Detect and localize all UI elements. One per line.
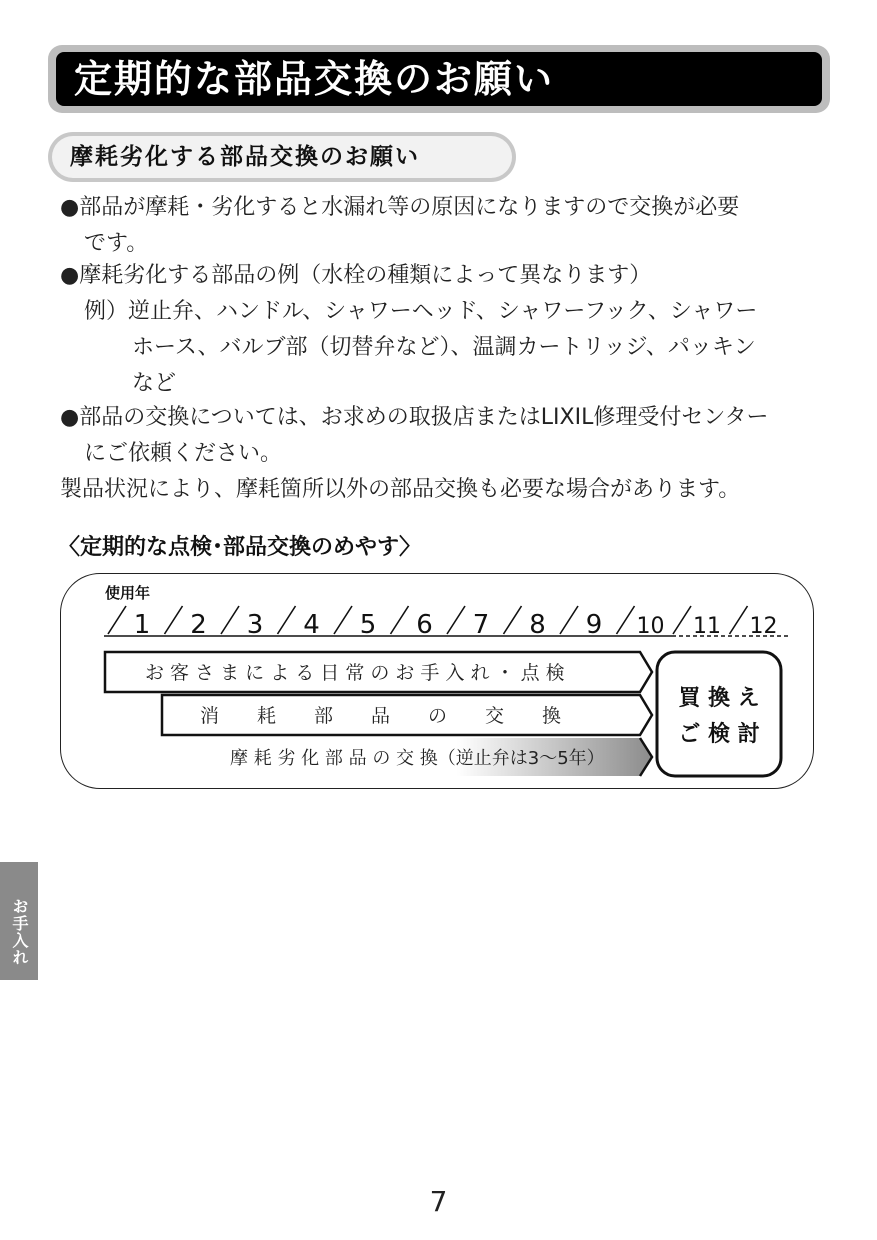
paragraph-line: にご依頼ください。 [84, 441, 283, 466]
paragraph-line: ●部品が摩耗・劣化すると水漏れ等の原因になりますので交換が必要 [60, 195, 740, 220]
paragraph-line: ●摩耗劣化する部品の例（水栓の種類によって異なります） [60, 263, 652, 288]
paragraph-line: 例）逆止弁、ハンドル、シャワーヘッド、シャワーフック、シャワー [84, 299, 758, 324]
year-slash [278, 606, 296, 634]
side-tab-care: お手入れ [0, 862, 38, 980]
paragraph-line: です。 [84, 231, 149, 256]
year-tick-label: 6 [416, 610, 433, 640]
year-slash [617, 606, 635, 634]
year-slash [108, 606, 126, 634]
year-tick-label: 3 [246, 610, 264, 640]
bar-label: 摩 耗 劣 化 部 品 の 交 換（逆止弁は3〜5年） [230, 748, 605, 769]
year-slash [391, 606, 409, 634]
year-tick-label: 1 [133, 610, 151, 640]
year-slash [334, 606, 352, 634]
bar-label: 消 耗 部 品 の 交 換 [200, 705, 562, 727]
year-slash [221, 606, 239, 634]
year-ticks [108, 606, 778, 640]
year-tick-label: 12 [749, 614, 778, 639]
year-tick-label: 5 [359, 610, 377, 640]
replacement-box [657, 652, 781, 776]
years-label: 使用年 [105, 584, 151, 602]
year-slash [673, 606, 691, 634]
year-slash [560, 606, 578, 634]
year-tick-label: 7 [472, 610, 490, 640]
year-tick-label: 11 [693, 614, 721, 639]
year-tick-label: 10 [636, 614, 665, 639]
paragraph-line: 製品状況により、摩耗箇所以外の部品交換も必要な場合があります。 [60, 477, 741, 502]
paragraph-line: ●部品の交換については、お求めの取扱店またはLIXIL修理受付センター [60, 405, 769, 430]
year-slash [730, 606, 748, 634]
year-slash [447, 606, 465, 634]
bar-label: お 客 さ ま に よ る 日 常 の お 手 入 れ ・ 点 検 [145, 662, 565, 684]
page-title: 定期的な部品交換のお願い [56, 52, 822, 106]
year-tick-label: 8 [529, 610, 546, 640]
section-subtitle: 摩耗劣化する部品交換のお願い [52, 136, 512, 178]
year-tick-label: 2 [190, 610, 207, 640]
section-heading: 〈定期的な点検･部品交換のめやす〉 [58, 535, 422, 560]
year-tick-label: 4 [303, 610, 320, 640]
page-number: 7 [429, 1185, 448, 1218]
replacement-text-1: 買 換 え [678, 686, 760, 711]
paragraph-line: ホース、バルブ部（切替弁など）、温調カートリッジ、パッキン [132, 335, 756, 360]
year-slash [504, 606, 522, 634]
replacement-text-2: ご 検 討 [678, 722, 760, 747]
year-slash [165, 606, 183, 634]
paragraph-line: など [132, 371, 177, 396]
year-tick-label: 9 [585, 610, 603, 640]
